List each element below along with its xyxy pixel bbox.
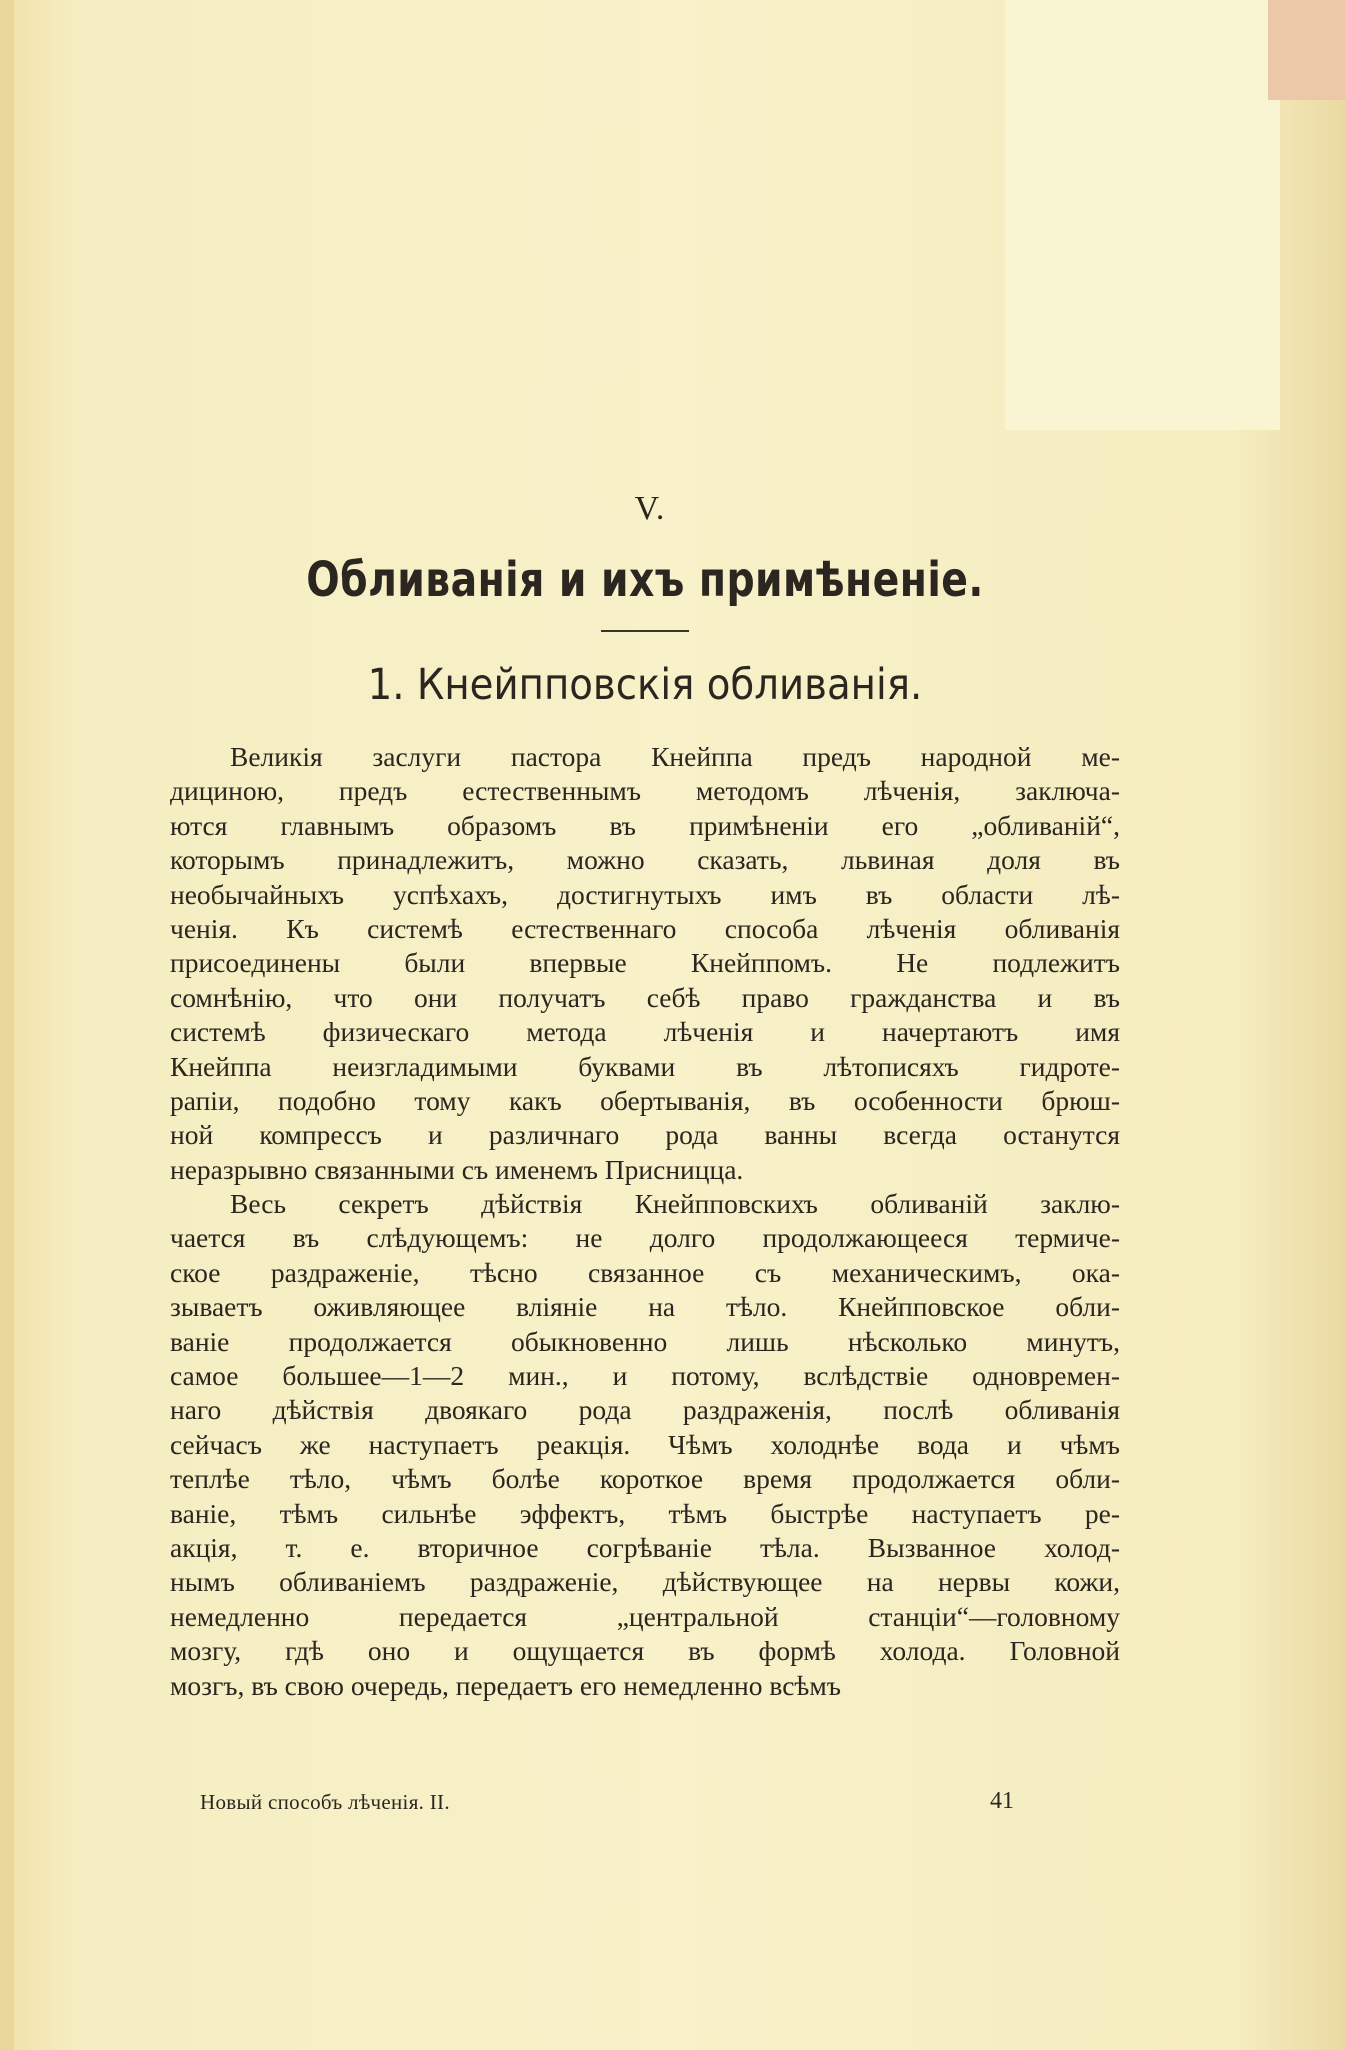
text-line: Кнейппа неизгладимыми буквами въ лѣтописяхъ гидроте- bbox=[170, 1050, 1120, 1082]
text-line: мозгу, гдѣ оно и ощущается въ формѣ холода. Головной bbox=[170, 1635, 1120, 1667]
text-line: присоединены были впервые Кнейппомъ. Не подлежитъ bbox=[170, 947, 1120, 979]
text-line: нымъ обливаніемъ раздраженіе, дѣйствующее на нервы кожи, bbox=[170, 1566, 1120, 1598]
text-line: рапіи, подобно тому какъ обертыванія, въ особенности брюш- bbox=[170, 1084, 1120, 1116]
text-line: неразрывно связанными съ именемъ Присницца. bbox=[170, 1153, 744, 1185]
text-line: теплѣе тѣло, чѣмъ болѣе короткое время продолжается обли- bbox=[170, 1463, 1120, 1495]
chapter-number: V. bbox=[634, 490, 666, 527]
paragraph-2 bbox=[170, 1187, 1120, 1703]
text-line: необычайныхъ успѣхахъ, достигнутыхъ имъ въ области лѣ- bbox=[170, 878, 1120, 910]
text-line: сомнѣнію, что они получатъ себѣ право гражданства и въ bbox=[170, 981, 1120, 1013]
text-line: сейчасъ же наступаетъ реакція. Чѣмъ холоднѣе вода и чѣмъ bbox=[170, 1428, 1120, 1460]
text-line: которымъ принадлежитъ, можно сказать, львиная доля въ bbox=[170, 844, 1120, 876]
text-line: мозгъ, въ свою очередь, передаетъ его немедленно всѣмъ bbox=[170, 1669, 841, 1701]
text-line: акція, т. е. вторичное согрѣваніе тѣла. Вызванное холод- bbox=[170, 1531, 1120, 1563]
text-line: ваніе, тѣмъ сильнѣе эффектъ, тѣмъ быстрѣе наступаетъ ре- bbox=[170, 1497, 1120, 1529]
text-line: ваніе продолжается обыкновенно лишь нѣсколько минутъ, bbox=[170, 1325, 1120, 1357]
footer-signature: Новый способъ лѣченія. II. bbox=[200, 1790, 450, 1814]
page-number: 41 bbox=[990, 1788, 1014, 1814]
text-line: системѣ физическаго метода лѣченія и начертаютъ имя bbox=[170, 1016, 1120, 1048]
text-line: Весь секретъ дѣйствія Кнейпповскихъ обливаній заклю- bbox=[230, 1188, 1120, 1220]
paper-corner-stain bbox=[1268, 0, 1345, 100]
text-line: самое большее—1—2 мин., и потому, вслѣдствіе одновремен- bbox=[170, 1360, 1120, 1392]
text-line: ной компрессъ и различнаго рода ванны всегда останутся bbox=[170, 1119, 1120, 1151]
paragraph-1 bbox=[170, 740, 1120, 1187]
page-left-edge bbox=[0, 0, 14, 2050]
page-content bbox=[170, 490, 1120, 1703]
text-line: ются главнымъ образомъ въ примѣненіи его „обливаній“, bbox=[170, 809, 1120, 841]
text-line: дициною, предъ естественнымъ методомъ лѣченія, заключа- bbox=[170, 775, 1120, 807]
title-divider bbox=[601, 630, 689, 632]
paper-patch bbox=[1005, 0, 1280, 430]
text-line: немедленно передается „центральной станціи“—головному bbox=[170, 1600, 1120, 1632]
text-line: ченія. Къ системѣ естественнаго способа лѣченія обливанія bbox=[170, 912, 1120, 944]
text-line: зываетъ оживляющее вліяніе на тѣло. Кнейпповское обли- bbox=[170, 1291, 1120, 1323]
text-line: наго дѣйствія двоякаго рода раздраженія, послѣ обливанія bbox=[170, 1394, 1120, 1426]
section-title: 1. Кнейпповскія обливанія. bbox=[367, 660, 923, 710]
text-line: ское раздраженіе, тѣсно связанное съ механическимъ, ока- bbox=[170, 1256, 1120, 1288]
text-line: Великія заслуги пастора Кнейппа предъ народной ме- bbox=[230, 741, 1120, 772]
chapter-title: Обливанія и ихъ примѣненіе. bbox=[306, 552, 984, 608]
text-line: чается въ слѣдующемъ: не долго продолжающееся термиче- bbox=[170, 1222, 1120, 1254]
